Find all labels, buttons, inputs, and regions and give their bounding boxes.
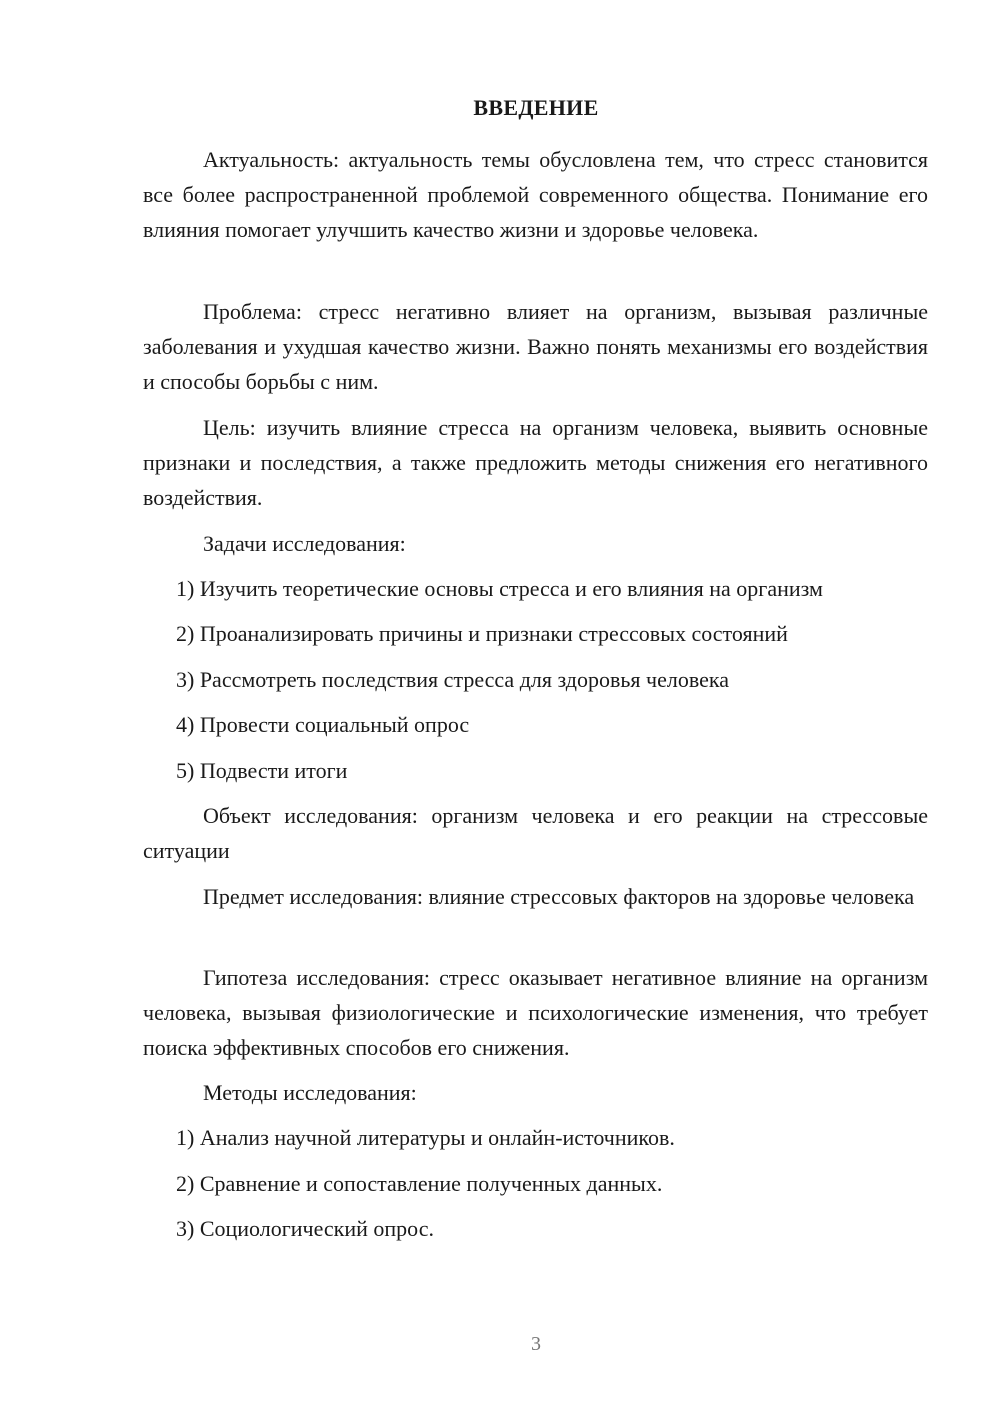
problem-paragraph: Проблема: стресс негативно влияет на организм, вызывая различные заболевания и ухудшая качество жизни. Важно понять механизмы его воздействия и способы борьбы с ним. — [143, 299, 928, 394]
hypothesis-paragraph: Гипотеза исследования: стресс оказывает негативное влияние на организм человека, вызывая физиологические и психологические изменения, что требует поиска эффективных способов его снижения. — [143, 965, 928, 1060]
task-list-item: 5) Подвести итоги — [176, 758, 348, 783]
tasks-label: Задачи исследования: — [203, 531, 406, 556]
subject-paragraph: Предмет исследования: влияние стрессовых факторов на здоровье человека — [203, 884, 915, 909]
goal-paragraph: Цель: изучить влияние стресса на организм человека, выявить основные признаки и последствия, а также предложить методы снижения его негативного воздействия. — [143, 415, 928, 510]
task-list-item: 3) Рассмотреть последствия стресса для здоровья человека — [176, 667, 729, 692]
methods-label: Методы исследования: — [203, 1080, 417, 1105]
method-list-item: 2) Сравнение и сопоставление полученных данных. — [176, 1171, 663, 1196]
method-list-item: 1) Анализ научной литературы и онлайн-источников. — [176, 1125, 675, 1150]
page-number: 3 — [531, 1333, 541, 1355]
task-list-item: 1) Изучить теоретические основы стресса и его влияния на организм — [176, 576, 823, 601]
section-heading: ВВЕДЕНИЕ — [473, 95, 599, 120]
relevance-paragraph: Актуальность: актуальность темы обусловлена тем, что стресс становится все более распространенной проблемой современного общества. Понимание его влияния помогает улучшить качество жизни и здоровье человека. — [143, 147, 928, 242]
object-paragraph: Объект исследования: организм человека и его реакции на стрессовые ситуации — [143, 803, 928, 863]
method-list-item: 3) Социологический опрос. — [176, 1216, 434, 1241]
task-list-item: 4) Провести социальный опрос — [176, 712, 470, 737]
task-list-item: 2) Проанализировать причины и признаки стрессовых состояний — [176, 621, 788, 646]
